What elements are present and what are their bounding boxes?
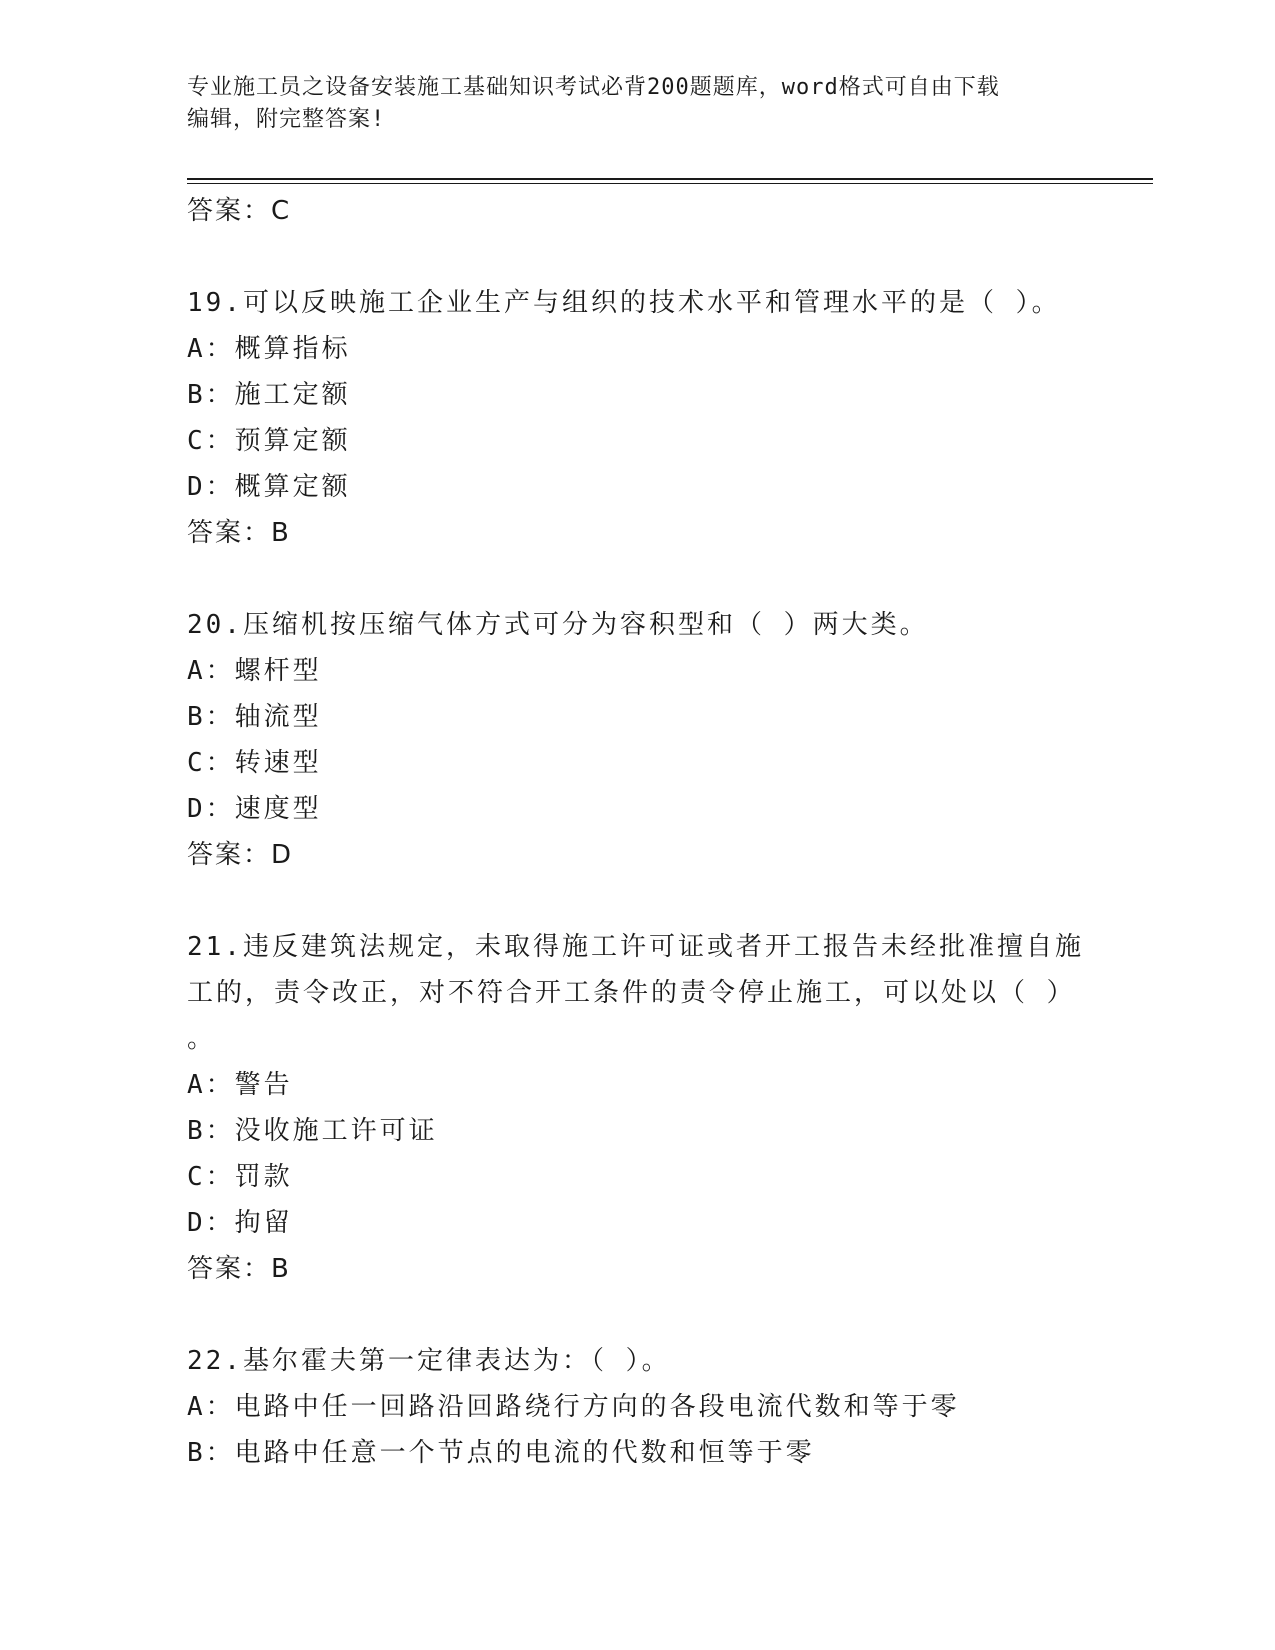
- header-line-2: 编辑，附完整答案!: [187, 107, 386, 132]
- option-d: D：速度型: [187, 794, 322, 824]
- question-text: 22.基尔霍夫第一定律表达为：（ ）。: [187, 1346, 671, 1376]
- question-list: [187, 188, 1087, 1476]
- option-a: A：警告: [187, 1070, 293, 1100]
- answer-line: 答案：C: [187, 196, 292, 226]
- question-text-line-3: 。: [187, 1024, 217, 1054]
- option-b: B：轴流型: [187, 702, 322, 732]
- option-d: D：拘留: [187, 1208, 293, 1238]
- question-20: [187, 602, 1087, 878]
- option-a: A：螺杆型: [187, 656, 322, 686]
- page-header: [187, 72, 1087, 136]
- question-text: 20.压缩机按压缩气体方式可分为容积型和（ ）两大类。: [187, 610, 929, 640]
- option-b: B：施工定额: [187, 380, 351, 410]
- header-divider-thin: [187, 183, 1153, 184]
- option-b: B：没收施工许可证: [187, 1116, 438, 1146]
- question-19: [187, 280, 1087, 556]
- option-c: C：罚款: [187, 1162, 293, 1192]
- answer-line: 答案：B: [187, 518, 291, 548]
- question-text: 19.可以反映施工企业生产与组织的技术水平和管理水平的是（ ）。: [187, 288, 1061, 318]
- question-text-line-1: 21.违反建筑法规定，未取得施工许可证或者开工报告未经批准擅自施: [187, 932, 1084, 962]
- header-divider: [187, 178, 1153, 180]
- option-a: A：概算指标: [187, 334, 351, 364]
- option-c: C：转速型: [187, 748, 322, 778]
- option-d: D：概算定额: [187, 472, 351, 502]
- question-22: [187, 1338, 1087, 1476]
- option-b: B：电路中任意一个节点的电流的代数和恒等于零: [187, 1438, 815, 1468]
- answer-line: 答案：D: [187, 840, 294, 870]
- answer-line: 答案：B: [187, 1254, 291, 1284]
- header-line-1: 专业施工员之设备安装施工基础知识考试必背200题题库，word格式可自由下载: [187, 75, 1000, 100]
- option-a: A：电路中任一回路沿回路绕行方向的各段电流代数和等于零: [187, 1392, 960, 1422]
- question-text-line-2: 工的，责令改正，对不符合开工条件的责令停止施工，可以处以（ ）: [187, 978, 1076, 1008]
- option-c: C：预算定额: [187, 426, 351, 456]
- question-21: [187, 924, 1087, 1292]
